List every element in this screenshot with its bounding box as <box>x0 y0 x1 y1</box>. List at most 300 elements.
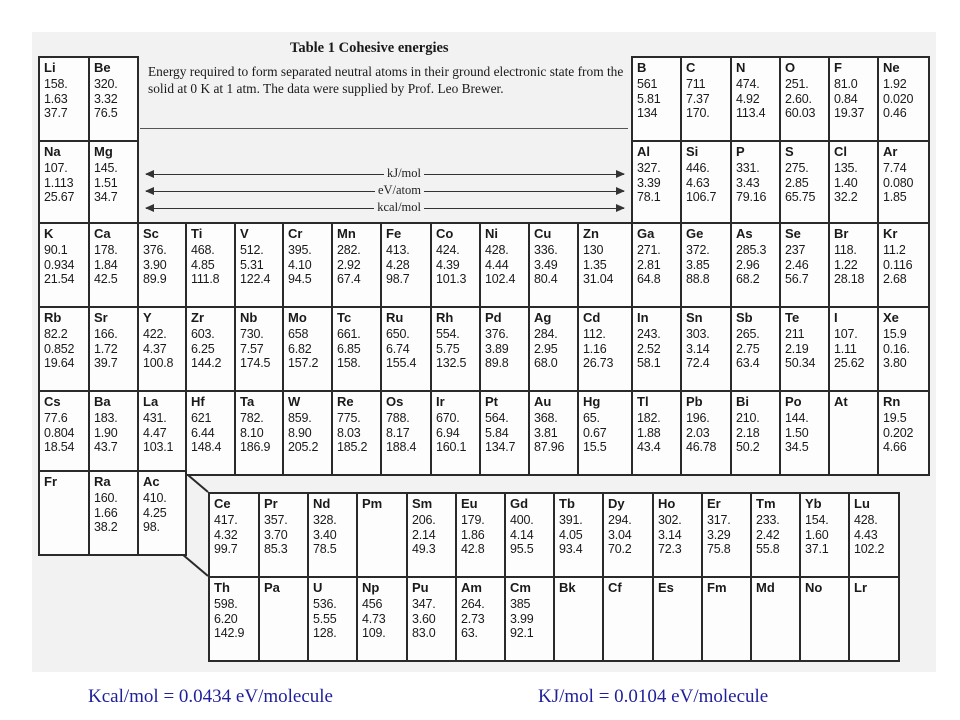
element-symbol: Mg <box>94 144 113 159</box>
element-kcal-mol: 0.46 <box>883 106 907 121</box>
element-symbol: Ne <box>883 60 900 75</box>
element-symbol: V <box>240 226 249 241</box>
element-cell-p <box>730 140 781 226</box>
element-cell-v <box>234 222 284 308</box>
element-cell-c <box>680 56 732 142</box>
element-kcal-mol: 157.2 <box>288 356 319 371</box>
element-cell-ti <box>185 222 236 308</box>
element-cell-es <box>652 576 703 662</box>
element-kcal-mol: 87.96 <box>534 440 565 455</box>
element-cell-y <box>137 306 187 392</box>
element-kj-mol: 598. <box>214 597 238 612</box>
element-symbol: Ni <box>485 226 498 241</box>
element-ev-atom: 1.22 <box>834 257 858 272</box>
element-symbol: Pm <box>362 496 383 511</box>
element-kj-mol: 395. <box>288 243 312 258</box>
element-symbol: S <box>785 144 794 159</box>
element-cell-fe <box>380 222 432 308</box>
element-symbol: Y <box>143 310 152 325</box>
element-symbol: Mo <box>288 310 307 325</box>
element-symbol: Ra <box>94 474 111 489</box>
element-kj-mol: 413. <box>386 243 410 258</box>
element-ev-atom: 1.66 <box>94 505 118 520</box>
element-kj-mol: 376. <box>485 327 509 342</box>
element-kcal-mol: 95.5 <box>510 542 534 557</box>
element-cell-sc <box>137 222 187 308</box>
unit-label-kj: kJ/mol <box>384 166 424 181</box>
element-kj-mol: 237 <box>785 243 806 258</box>
element-cell-lr <box>848 576 900 662</box>
element-kj-mol: 144. <box>785 411 809 426</box>
element-cell-tm <box>750 492 801 578</box>
element-symbol: Au <box>534 394 552 409</box>
element-symbol: Tl <box>637 394 649 409</box>
element-kcal-mol: 134.7 <box>485 440 516 455</box>
element-symbol: Ge <box>686 226 704 241</box>
element-symbol: C <box>686 60 696 75</box>
element-cell-co <box>430 222 481 308</box>
element-symbol: Li <box>44 60 56 75</box>
element-symbol: Ru <box>386 310 404 325</box>
element-kj-mol: 357. <box>264 513 288 528</box>
element-kcal-mol: 185.2 <box>337 440 368 455</box>
element-symbol: Ar <box>883 144 898 159</box>
element-kj-mol: 621 <box>191 411 212 426</box>
element-kj-mol: 243. <box>637 327 661 342</box>
element-ev-atom: 0.202 <box>883 425 914 440</box>
element-ev-atom: 1.90 <box>94 425 118 440</box>
element-ev-atom: 0.16. <box>883 341 910 356</box>
element-symbol: Sb <box>736 310 753 325</box>
element-symbol: In <box>637 310 649 325</box>
element-kj-mol: 210. <box>736 411 760 426</box>
element-kj-mol: 1.92 <box>883 77 907 92</box>
element-kcal-mol: 75.8 <box>707 542 731 557</box>
element-kj-mol: 391. <box>559 513 583 528</box>
element-cell-sn <box>680 306 732 392</box>
element-kj-mol: 788. <box>386 411 410 426</box>
table-title: Table 1 Cohesive energies <box>290 40 449 56</box>
element-kj-mol: 327. <box>637 161 661 176</box>
element-kcal-mol: 64.8 <box>637 272 661 287</box>
element-kcal-mol: 50.34 <box>785 356 816 371</box>
element-kj-mol: 347. <box>412 597 436 612</box>
element-ev-atom: 4.14 <box>510 527 534 542</box>
element-kj-mol: 135. <box>834 161 858 176</box>
element-symbol: Sc <box>143 226 159 241</box>
element-symbol: Lr <box>854 580 867 595</box>
element-cell-se <box>779 222 830 308</box>
element-cell-mn <box>331 222 382 308</box>
element-cell-as <box>730 222 781 308</box>
element-ev-atom: 3.60 <box>412 611 436 626</box>
element-kcal-mol: 2.68 <box>883 272 907 287</box>
element-ev-atom: 1.60 <box>805 527 829 542</box>
element-ev-atom: 4.63 <box>686 175 710 190</box>
element-cell-au <box>528 390 579 476</box>
element-kcal-mol: 144.2 <box>191 356 222 371</box>
element-kj-mol: 82.2 <box>44 327 68 342</box>
element-cell-md <box>750 576 801 662</box>
element-ev-atom: 3.43 <box>736 175 760 190</box>
element-ev-atom: 1.40 <box>834 175 858 190</box>
element-symbol: Pb <box>686 394 703 409</box>
element-ev-atom: 5.84 <box>485 425 509 440</box>
element-symbol: Pr <box>264 496 278 511</box>
element-kj-mol: 275. <box>785 161 809 176</box>
element-symbol: Si <box>686 144 699 159</box>
element-cell-ce <box>208 492 260 578</box>
element-symbol: Er <box>707 496 721 511</box>
element-ev-atom: 1.86 <box>461 527 485 542</box>
element-symbol: Al <box>637 144 650 159</box>
element-ev-atom: 4.44 <box>485 257 509 272</box>
element-ev-atom: 2.46 <box>785 257 809 272</box>
element-ev-atom: 2.52 <box>637 341 661 356</box>
conversion-kj: KJ/mol = 0.0104 eV/molecule <box>538 686 769 707</box>
element-ev-atom: 8.90 <box>288 425 312 440</box>
element-symbol: Os <box>386 394 404 409</box>
element-symbol: Bi <box>736 394 749 409</box>
element-kj-mol: 282. <box>337 243 361 258</box>
element-ev-atom: 1.72 <box>94 341 118 356</box>
element-kj-mol: 81.0 <box>834 77 858 92</box>
element-ev-atom: 6.85 <box>337 341 361 356</box>
element-ev-atom: 2.85 <box>785 175 809 190</box>
element-kj-mol: 130 <box>583 243 604 258</box>
element-kcal-mol: 42.5 <box>94 272 118 287</box>
element-cell-ru <box>380 306 432 392</box>
element-kj-mol: 400. <box>510 513 534 528</box>
element-kcal-mol: 94.5 <box>288 272 312 287</box>
element-kj-mol: 294. <box>608 513 632 528</box>
element-symbol: B <box>637 60 647 75</box>
element-symbol: Ga <box>637 226 655 241</box>
element-symbol: Am <box>461 580 482 595</box>
element-kj-mol: 468. <box>191 243 215 258</box>
element-kcal-mol: 98. <box>143 520 160 535</box>
element-kcal-mol: 88.8 <box>686 272 710 287</box>
element-kcal-mol: 67.4 <box>337 272 361 287</box>
element-kcal-mol: 55.8 <box>756 542 780 557</box>
element-ev-atom: 1.16 <box>583 341 607 356</box>
element-kj-mol: 118. <box>834 243 857 258</box>
element-cell-tb <box>553 492 604 578</box>
element-symbol: At <box>834 394 848 409</box>
element-ev-atom: 4.32 <box>214 527 238 542</box>
element-ev-atom: 3.90 <box>143 257 167 272</box>
element-cell-pt <box>479 390 530 476</box>
element-kcal-mol: 60.03 <box>785 106 816 121</box>
element-kj-mol: 107. <box>44 161 68 176</box>
element-ev-atom: 0.852 <box>44 341 75 356</box>
element-symbol: O <box>785 60 796 75</box>
element-kj-mol: 512. <box>240 243 264 258</box>
element-cell-te <box>779 306 830 392</box>
element-kj-mol: 372. <box>686 243 710 258</box>
element-cell-mg <box>88 140 139 226</box>
element-kj-mol: 775. <box>337 411 361 426</box>
element-ev-atom: 3.39 <box>637 175 661 190</box>
element-cell-o <box>779 56 830 142</box>
element-kcal-mol: 92.1 <box>510 626 534 641</box>
element-kj-mol: 285.3 <box>736 243 767 258</box>
element-cell-ar <box>877 140 930 226</box>
element-kcal-mol: 15.5 <box>583 440 607 455</box>
element-cell-b <box>631 56 682 142</box>
element-kcal-mol: 109. <box>362 626 386 641</box>
element-symbol: Po <box>785 394 802 409</box>
element-kcal-mol: 103.1 <box>143 440 174 455</box>
element-kcal-mol: 100.8 <box>143 356 174 371</box>
element-cell-cl <box>828 140 879 226</box>
element-kcal-mol: 72.3 <box>658 542 682 557</box>
element-kj-mol: 661. <box>337 327 361 342</box>
element-cell-er <box>701 492 752 578</box>
element-symbol: Rn <box>883 394 901 409</box>
element-cell-re <box>331 390 382 476</box>
element-ev-atom: 4.43 <box>854 527 878 542</box>
element-cell-s <box>779 140 830 226</box>
element-kcal-mol: 31.04 <box>583 272 614 287</box>
element-ev-atom: 4.39 <box>436 257 460 272</box>
element-cell-nb <box>234 306 284 392</box>
element-cell-cf <box>602 576 654 662</box>
element-cell-sm <box>406 492 457 578</box>
element-kcal-mol: 37.1 <box>805 542 829 557</box>
element-kcal-mol: 76.5 <box>94 106 118 121</box>
element-symbol: Lu <box>854 496 870 511</box>
element-symbol: Re <box>337 394 354 409</box>
element-symbol: W <box>288 394 301 409</box>
element-kj-mol: 336. <box>534 243 558 258</box>
element-cell-pr <box>258 492 309 578</box>
element-symbol: Nb <box>240 310 258 325</box>
element-kj-mol: 265. <box>736 327 760 342</box>
element-cell-n <box>730 56 781 142</box>
element-kcal-mol: 102.4 <box>485 272 516 287</box>
element-kcal-mol: 63.4 <box>736 356 760 371</box>
element-ev-atom: 2.18 <box>736 425 760 440</box>
element-cell-tl <box>631 390 682 476</box>
element-kcal-mol: 28.18 <box>834 272 865 287</box>
element-ev-atom: 3.81 <box>534 425 558 440</box>
element-ev-atom: 5.55 <box>313 611 337 626</box>
element-ev-atom: 1.50 <box>785 425 809 440</box>
unit-arrow-ev <box>146 183 624 197</box>
element-kcal-mol: 1.85 <box>883 190 907 205</box>
element-cell-bi <box>730 390 781 476</box>
element-kj-mol: 410. <box>143 491 167 506</box>
element-cell-dy <box>602 492 654 578</box>
element-cell-po <box>779 390 830 476</box>
element-symbol: Tc <box>337 310 352 325</box>
element-ev-atom: 0.804 <box>44 425 75 440</box>
element-kj-mol: 179. <box>461 513 485 528</box>
element-ev-atom: 4.28 <box>386 257 410 272</box>
element-ev-atom: 2.14 <box>412 527 436 542</box>
unit-arrow-kcal <box>146 200 624 214</box>
element-kj-mol: 730. <box>240 327 264 342</box>
element-symbol: Pd <box>485 310 502 325</box>
element-symbol: Sm <box>412 496 433 511</box>
element-symbol: U <box>313 580 323 595</box>
element-kj-mol: 211 <box>785 327 805 342</box>
element-kcal-mol: 56.7 <box>785 272 809 287</box>
element-cell-cs <box>38 390 90 476</box>
element-kj-mol: 428. <box>485 243 509 258</box>
element-cell-pa <box>258 576 309 662</box>
element-symbol: Cu <box>534 226 552 241</box>
element-kj-mol: 431. <box>143 411 167 426</box>
element-symbol: Sr <box>94 310 108 325</box>
element-cell-ge <box>680 222 732 308</box>
element-ev-atom: 1.113 <box>44 175 74 190</box>
element-symbol: Se <box>785 226 801 241</box>
element-cell-rh <box>430 306 481 392</box>
element-ev-atom: 6.44 <box>191 425 215 440</box>
element-ev-atom: 2.92 <box>337 257 361 272</box>
element-cell-cu <box>528 222 579 308</box>
element-cell-mo <box>282 306 333 392</box>
element-symbol: Hg <box>583 394 601 409</box>
element-kj-mol: 317. <box>707 513 731 528</box>
element-cell-rb <box>38 306 90 392</box>
element-kj-mol: 603. <box>191 327 215 342</box>
element-cell-fr <box>38 470 90 556</box>
element-cell-f <box>828 56 879 142</box>
element-symbol: Fm <box>707 580 727 595</box>
element-kj-mol: 90.1 <box>44 243 68 258</box>
element-symbol: Es <box>658 580 674 595</box>
element-ev-atom: 2.19 <box>785 341 809 356</box>
element-kj-mol: 183. <box>94 411 118 426</box>
element-kcal-mol: 85.3 <box>264 542 288 557</box>
element-ev-atom: 3.40 <box>313 527 337 542</box>
element-ev-atom: 2.60. <box>785 91 812 106</box>
element-kj-mol: 196. <box>686 411 710 426</box>
element-ev-atom: 1.51 <box>94 175 118 190</box>
element-kcal-mol: 43.4 <box>637 440 661 455</box>
element-symbol: Zr <box>191 310 204 325</box>
conversion-kcal: Kcal/mol = 0.0434 eV/molecule <box>88 686 333 707</box>
element-ev-atom: 5.31 <box>240 257 264 272</box>
element-kcal-mol: 78.5 <box>313 542 337 557</box>
element-cell-li <box>38 56 90 142</box>
element-symbol: Ta <box>240 394 255 409</box>
element-kj-mol: 428. <box>854 513 878 528</box>
element-kcal-mol: 188.4 <box>386 440 417 455</box>
element-kcal-mol: 101.3 <box>436 272 467 287</box>
element-kcal-mol: 25.62 <box>834 356 865 371</box>
element-cell-lu <box>848 492 900 578</box>
element-cell-pu <box>406 576 457 662</box>
element-kcal-mol: 43.7 <box>94 440 118 455</box>
element-cell-eu <box>455 492 506 578</box>
element-ev-atom: 6.74 <box>386 341 410 356</box>
element-ev-atom: 3.14 <box>658 527 682 542</box>
element-kj-mol: 331. <box>736 161 760 176</box>
element-symbol: Th <box>214 580 230 595</box>
element-kj-mol: 368. <box>534 411 558 426</box>
element-ev-atom: 3.32 <box>94 91 118 106</box>
element-kcal-mol: 134 <box>637 106 658 121</box>
element-kcal-mol: 58.1 <box>637 356 661 371</box>
element-kj-mol: 554. <box>436 327 460 342</box>
element-ev-atom: 6.94 <box>436 425 460 440</box>
element-symbol: Rb <box>44 310 62 325</box>
element-cell-os <box>380 390 432 476</box>
element-cell-rn <box>877 390 930 476</box>
element-kcal-mol: 19.64 <box>44 356 75 371</box>
element-ev-atom: 6.20 <box>214 611 238 626</box>
element-kcal-mol: 38.2 <box>94 520 118 535</box>
element-cell-sb <box>730 306 781 392</box>
element-cell-na <box>38 140 90 226</box>
element-ev-atom: 2.75 <box>736 341 760 356</box>
description-divider <box>140 128 628 129</box>
element-symbol: Bk <box>559 580 576 595</box>
element-cell-ac <box>137 470 187 556</box>
element-kcal-mol: 50.2 <box>736 440 760 455</box>
element-symbol: Gd <box>510 496 529 511</box>
element-ev-atom: 3.85 <box>686 257 710 272</box>
element-cell-xe <box>877 306 930 392</box>
element-kj-mol: 233. <box>756 513 780 528</box>
element-ev-atom: 8.17 <box>386 425 410 440</box>
element-cell-fm <box>701 576 752 662</box>
element-kj-mol: 206. <box>412 513 436 528</box>
element-kj-mol: 264. <box>461 597 485 612</box>
element-symbol: Zn <box>583 226 599 241</box>
element-kcal-mol: 65.75 <box>785 190 816 205</box>
element-cell-hg <box>577 390 633 476</box>
element-symbol: Tm <box>756 496 776 511</box>
element-cell-pd <box>479 306 530 392</box>
element-kj-mol: 424. <box>436 243 460 258</box>
element-kj-mol: 154. <box>805 513 829 528</box>
element-kj-mol: 166. <box>94 327 118 342</box>
element-ev-atom: 0.080 <box>883 175 914 190</box>
element-kj-mol: 182. <box>637 411 661 426</box>
element-kcal-mol: 37.7 <box>44 106 68 121</box>
element-kcal-mol: 25.67 <box>44 190 75 205</box>
element-symbol: K <box>44 226 54 241</box>
element-symbol: Ti <box>191 226 203 241</box>
element-cell-ca <box>88 222 139 308</box>
element-ev-atom: 7.57 <box>240 341 264 356</box>
element-ev-atom: 6.82 <box>288 341 312 356</box>
element-symbol: Fr <box>44 474 57 489</box>
element-cell-cr <box>282 222 333 308</box>
element-ev-atom: 6.25 <box>191 341 215 356</box>
element-kj-mol: 650. <box>386 327 410 342</box>
element-kcal-mol: 142.9 <box>214 626 245 641</box>
element-ev-atom: 4.25 <box>143 505 167 520</box>
element-kcal-mol: 122.4 <box>240 272 271 287</box>
element-kcal-mol: 148.4 <box>191 440 222 455</box>
element-symbol: Cs <box>44 394 61 409</box>
element-symbol: Hf <box>191 394 205 409</box>
unit-arrow-kj <box>146 166 624 180</box>
element-kj-mol: 711 <box>686 77 706 92</box>
element-symbol: Mn <box>337 226 356 241</box>
element-cell-zr <box>185 306 236 392</box>
unit-label-ev: eV/atom <box>375 183 424 198</box>
element-cell-gd <box>504 492 555 578</box>
element-kj-mol: 561 <box>637 77 658 92</box>
element-kj-mol: 456 <box>362 597 383 612</box>
